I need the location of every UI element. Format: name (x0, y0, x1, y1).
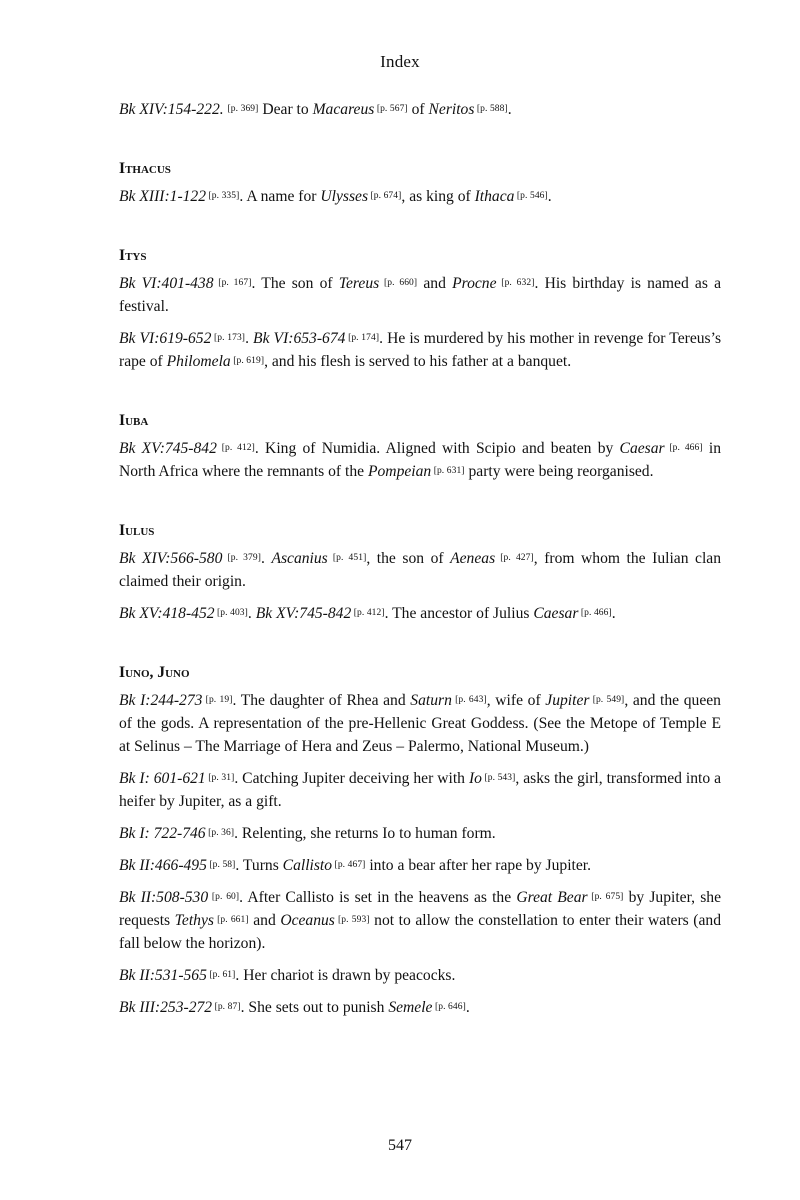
entry-paragraph (119, 547, 721, 593)
entry-text: . After Callisto is set in the heavens as the (239, 889, 517, 906)
entry-text: . The ancestor of Julius (384, 605, 534, 622)
index-entry (119, 244, 721, 373)
entry-paragraph (119, 327, 721, 373)
page-reference[interactable]: [p. 167] (213, 278, 252, 288)
entry-text: in North Africa where the remnants of the (119, 440, 722, 480)
page-reference[interactable]: [p. 61] (206, 970, 236, 980)
page-number: 547 (388, 1137, 412, 1154)
entry-text: and (417, 275, 453, 292)
book-reference: Ithaca (474, 188, 515, 205)
entry-paragraph (119, 272, 721, 318)
page-reference[interactable]: [p. 87] (212, 1002, 241, 1012)
book-reference: Bk II:508-530 (119, 889, 209, 906)
entry-text: . His birthday is named as a festival. (119, 275, 722, 315)
book-reference: Bk III:253-272 (119, 999, 213, 1016)
page-reference[interactable]: [p. 379] (222, 553, 261, 563)
index-entry (119, 409, 721, 483)
entry-paragraph (119, 689, 721, 758)
entry-text: . (247, 605, 256, 622)
book-reference: Bk II:466-495 (119, 857, 207, 874)
page-reference[interactable]: [p. 549] (589, 695, 625, 705)
entry-text: . (465, 999, 470, 1016)
book-reference: Jupiter (545, 692, 590, 709)
page-reference[interactable]: [p. 58] (206, 860, 236, 870)
entry-paragraph (119, 437, 721, 483)
page-reference[interactable]: [p. 632] (496, 278, 535, 288)
entry-text: , asks the girl, transformed into a heifer by Jupiter, as a gift. (119, 770, 721, 810)
page-reference[interactable]: [p. 546] (514, 191, 548, 201)
book-reference: Bk I: 601-621 (119, 770, 206, 787)
entry-text: . The daughter of Rhea and (232, 692, 411, 709)
entry-paragraph (119, 602, 721, 625)
page-reference[interactable]: [p. 593] (334, 915, 370, 925)
book-reference: Caesar (533, 605, 579, 622)
entry-text: , from whom the Iulian clan claimed their origin. (119, 550, 722, 590)
page-reference[interactable]: [p. 467] (332, 860, 366, 870)
page-reference[interactable]: [p. 174] (345, 333, 380, 343)
page-reference[interactable]: [p. 173] (211, 333, 246, 343)
book-reference: Caesar (619, 440, 665, 457)
entry-paragraph (119, 822, 721, 845)
page-reference[interactable]: [p. 31] (205, 773, 235, 783)
entry-text: . He is murdered by his mother in revenge for Tereus’s rape of (119, 330, 722, 370)
index-entry (119, 157, 721, 208)
entry-text: by Jupiter, she requests (119, 889, 721, 929)
book-reference: Bk VI:401-438 (119, 275, 214, 292)
page-reference[interactable]: [p. 660] (379, 278, 418, 288)
entry-text: . Catching Jupiter deceiving her with (234, 770, 469, 787)
index-entry (119, 519, 721, 625)
book-reference: Saturn (410, 692, 452, 709)
entry-title: Iuba (119, 412, 149, 429)
entry-text: . She sets out to punish (240, 999, 389, 1016)
entry-title: Ithacus (119, 160, 171, 177)
page-reference[interactable]: [p. 451] (327, 553, 367, 563)
entry-text: into a bear after her rape by Jupiter. (365, 857, 592, 874)
entry-text: . A name for (239, 188, 321, 205)
book-reference: Bk XV:745-842 (119, 440, 217, 457)
entry-text: . (547, 188, 552, 205)
page-reference[interactable]: [p. 631] (431, 466, 465, 476)
entry-text: . (507, 101, 512, 118)
page-reference[interactable]: [p. 412] (351, 608, 385, 618)
page-reference[interactable]: [p. 335] (206, 191, 240, 201)
book-reference: Aeneas (450, 550, 496, 567)
entry-text: party were being reorganised. (464, 463, 654, 480)
entry-text: Dear to (258, 101, 313, 118)
book-reference: Callisto (282, 857, 333, 874)
page-reference[interactable]: [p. 466] (664, 443, 703, 453)
page-reference[interactable]: [p. 543] (481, 773, 516, 783)
book-reference: Tethys (174, 912, 214, 929)
entry-text: . Relenting, she returns Io to human form. (234, 825, 496, 842)
entry-paragraph (119, 964, 721, 987)
entry-text: , and his flesh is served to his father at a banquet. (264, 353, 572, 370)
entry-text: and (248, 912, 281, 929)
entry-text: , the son of (366, 550, 451, 567)
book-reference: Pompeian (367, 463, 432, 480)
page-reference[interactable]: [p. 427] (495, 553, 534, 563)
page-reference[interactable]: [p. 60] (208, 892, 240, 902)
entry-text: . (261, 550, 272, 567)
book-reference: Bk XIV:154-222. (119, 101, 228, 118)
book-reference: Bk VI:619-652 (119, 330, 212, 347)
book-reference: Bk I: 722-746 (119, 825, 206, 842)
entry-paragraph (119, 886, 721, 955)
book-reference: Bk I:244-273 (119, 692, 203, 709)
page-reference[interactable]: [p. 674] (368, 191, 402, 201)
page-reference[interactable]: [p. 369] (227, 104, 259, 114)
entry-text: , wife of (486, 692, 546, 709)
entry-text: not to allow the constellation to enter their waters (and fall below the horizon). (119, 912, 721, 952)
entry-title: Iuno, Juno (119, 664, 190, 681)
page-reference[interactable]: [p. 466] (578, 608, 612, 618)
book-reference: Bk XV:418-452 (119, 605, 215, 622)
page-reference[interactable]: [p. 661] (213, 915, 249, 925)
page-reference[interactable]: [p. 403] (214, 608, 248, 618)
entry-paragraph (119, 767, 721, 813)
book-reference: Philomela (166, 353, 231, 370)
entry-text: . King of Numidia. Aligned with Scipio and beaten by (254, 440, 620, 457)
page-reference[interactable]: [p. 619] (230, 356, 265, 366)
entry-text: . Turns (235, 857, 283, 874)
page-reference[interactable]: [p. 19] (202, 695, 233, 705)
entry-text: . (245, 330, 254, 347)
entry-text: . The son of (251, 275, 339, 292)
index-body (119, 98, 721, 1028)
entry-paragraph (119, 185, 721, 208)
book-reference: Great Bear (516, 889, 588, 906)
entry-text: . Her chariot is drawn by peacocks. (235, 967, 456, 984)
entry-title: Itys (119, 247, 147, 264)
entry-title: Iulus (119, 522, 155, 539)
book-reference: Oceanus (280, 912, 335, 929)
book-reference: Macareus (312, 101, 375, 118)
book-reference: Tereus (338, 275, 380, 292)
book-reference: Bk VI:653-674 (253, 330, 346, 347)
book-reference: Neritos (428, 101, 475, 118)
page-reference[interactable]: [p. 567] (374, 104, 408, 114)
entry-text: , as king of (401, 188, 475, 205)
book-reference: Bk XIV:566-580 (119, 550, 223, 567)
entry-text: . (611, 605, 616, 622)
book-reference: Bk II:531-565 (119, 967, 207, 984)
book-reference: Ulysses (320, 188, 369, 205)
book-reference: Semele (388, 999, 433, 1016)
book-reference: Procne (452, 275, 497, 292)
page-reference[interactable]: [p. 412] (216, 443, 255, 453)
page-header: Index (380, 52, 420, 71)
entry-paragraph (119, 854, 721, 877)
book-reference: Bk XV:745-842 (255, 605, 352, 622)
entry-text: , and the queen of the gods. A representation of the pre-Hellenic Great Goddess. (See the Metope of Temple E at Selinus – The Marriage of Hera and Zeus – Palermo, National Museum.) (119, 692, 721, 755)
entry-paragraph (119, 996, 721, 1019)
page-reference[interactable]: [p. 646] (432, 1002, 466, 1012)
page-reference[interactable]: [p. 675] (587, 892, 624, 902)
page-reference[interactable]: [p. 588] (474, 104, 508, 114)
page-reference[interactable]: [p. 643] (451, 695, 487, 705)
index-entry (119, 661, 721, 1019)
book-reference: Ascanius (271, 550, 328, 567)
continued-paragraph (119, 98, 721, 121)
book-reference: Bk XIII:1-122 (119, 188, 207, 205)
entry-text: of (407, 101, 429, 118)
book-reference: Io (468, 770, 482, 787)
page-reference[interactable]: [p. 36] (205, 828, 235, 838)
